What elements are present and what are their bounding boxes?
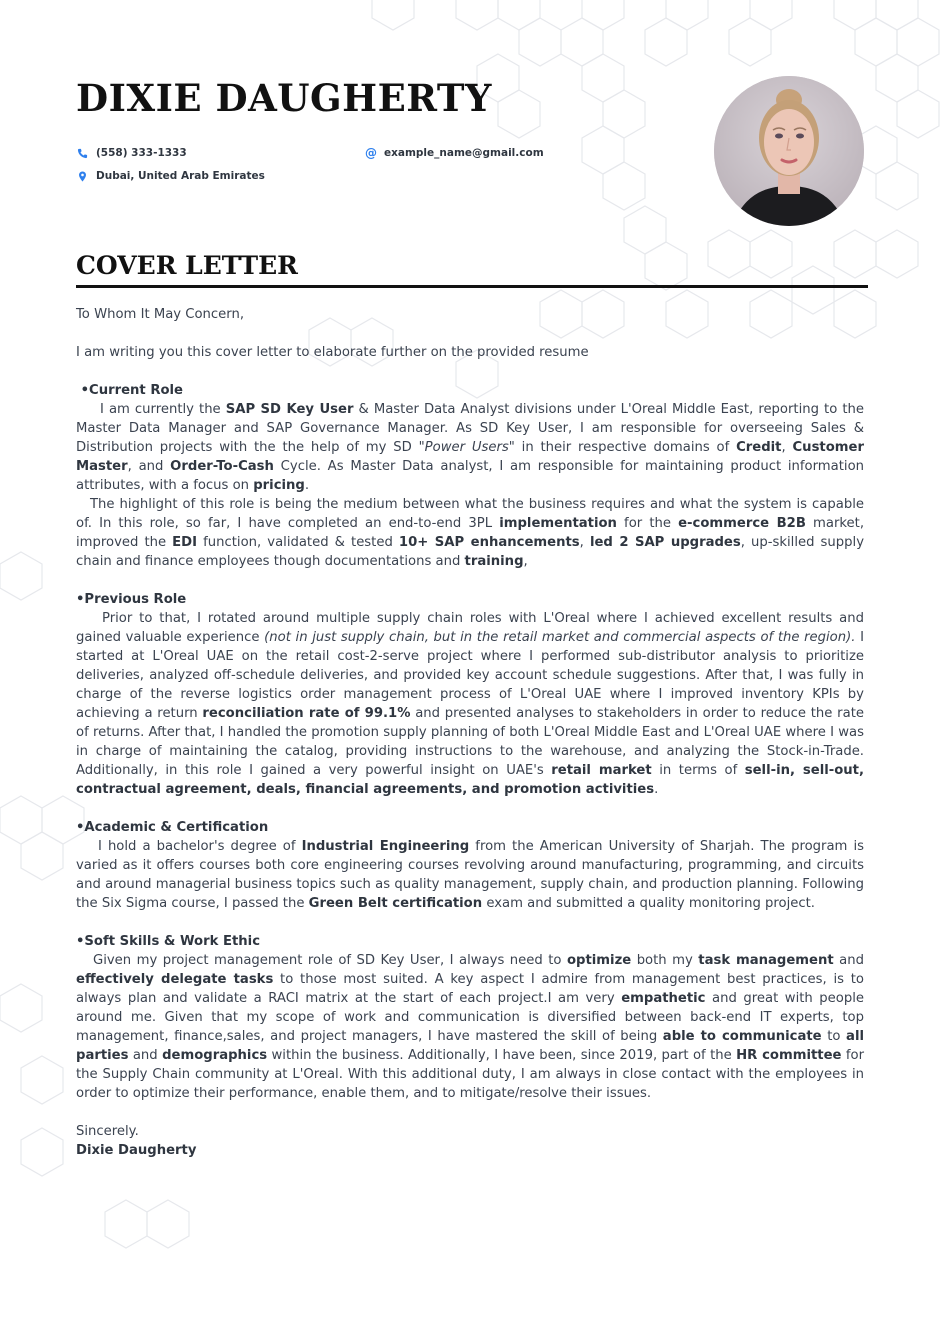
email-address[interactable]: example_name@gmail.com [384,147,544,159]
portrait-illustration [714,76,864,226]
phone-contact [77,147,187,159]
current-role-paragraph-1: I am currently the SAP SD Key User & Master Data Analyst divisions under L'Oreal Middle East, reporting to the Master Data Manager and SAP Governance Manager. As SD Key User, I am responsible for overseeing Sales & Distribution projects with the the help of my SD "Power Users" in their respective domains of Credit, Customer Master, and Order-To-Cash Cycle. As Master Data analyst, I am responsible for maintaining product information attributes, with a focus on pricing. [76,402,864,493]
title-divider [76,285,868,288]
email-contact [365,147,544,159]
phone-icon [77,148,88,159]
previous-role-heading: •Previous Role [76,592,187,607]
phone-number[interactable]: (558) 333-1333 [96,147,187,159]
location-contact [77,170,265,182]
soft-skills-paragraph: Given my project management role of SD Key User, I always need to optimize both my task management and effectively delegate tasks to those most suited. A key aspect I admire from management best practices, is to always plan and validate a RACI matrix at the start of each project.I am very empathetic and great with people around me. Given that my scope of work and communication is diversified between back-end IT experts, top management, finance,sales, and project managers, I have mastered the skill of being able to communicate to all parties and demographics within the business. Additionally, I have been, since 2019, part of the HR committee for the Supply Chain community at L'Oreal. With this additional duty, I am always in close contact with the employees in order to optimize their performance, enable them, and to mitigate/resolve their issues. [76,953,864,1101]
academic-paragraph: I hold a bachelor's degree of Industrial Engineering from the American University of Sharjah. The program is varied as it offers courses both core engineering courses revolving around manufacturing, programming, and circuits and around managerial business topics such as quality management, supply chain, and production planning. Following the Six Sigma course, I passed the Green Belt certification exam and submitted a quality monitoring project. [76,839,864,911]
profile-photo [714,76,864,226]
soft-skills-heading: •Soft Skills & Work Ethic [76,934,261,949]
cover-letter-title: COVER LETTER [76,251,298,280]
candidate-name: DIXIE DAUGHERTY [76,76,492,120]
location-text: Dubai, United Arab Emirates [96,170,265,182]
current-role-heading: •Current Role [80,383,184,398]
academic-heading: •Academic & Certification [76,820,269,835]
letter-body [76,305,864,1160]
signature: Dixie Daugherty [76,1143,197,1158]
current-role-paragraph-2: The highlight of this role is being the medium between what the business requires and what the system is capable of. In this role, so far, I have completed an end-to-end 3PL implementation for the e-commerce B2B market, improved the EDI function, validated & tested 10+ SAP enhancements, led 2 SAP upgrades, up-skilled supply chain and finance employees though documentations and training, [76,497,865,569]
map-pin-icon [77,171,88,182]
greeting: To Whom It May Concern, [76,307,245,322]
closing: Sincerely. [76,1124,139,1139]
intro-paragraph: I am writing you this cover letter to elaborate further on the provided resume [76,345,589,360]
at-sign-icon: @ [365,145,377,160]
previous-role-paragraph: Prior to that, I rotated around multiple supply chain roles with L'Oreal where I achieved excellent results and gained valuable experience (not in just supply chain, but in the retail market and commercial aspects of the region). I started at L'Oreal UAE on the retail cost-2-serve project where I performed sub-distributor analysis to prioritize deliveries, analyzed off-schedule deliveries, and provided key account schedule suggestions. After that, I was fully in charge of the reverse logistics order management process of L'Oreal UAE where I improved inventory KPIs by achieving a return reconciliation rate of 99.1% and presented analyses to stakeholders in order to reduce the rate of returns. After that, I handled the promotion supply planning of both L'Oreal Middle East and L'Oreal UAE where I was in charge of maintaining the catalog, providing instructions to the warehouse, and analyzing the Stock-in-Trade. Additionally, in this role I gained a very powerful insight on UAE's retail market in terms of sell-in, sell-out, contractual agreement, deals, financial agreements, and promotion activities. [76,611,864,797]
